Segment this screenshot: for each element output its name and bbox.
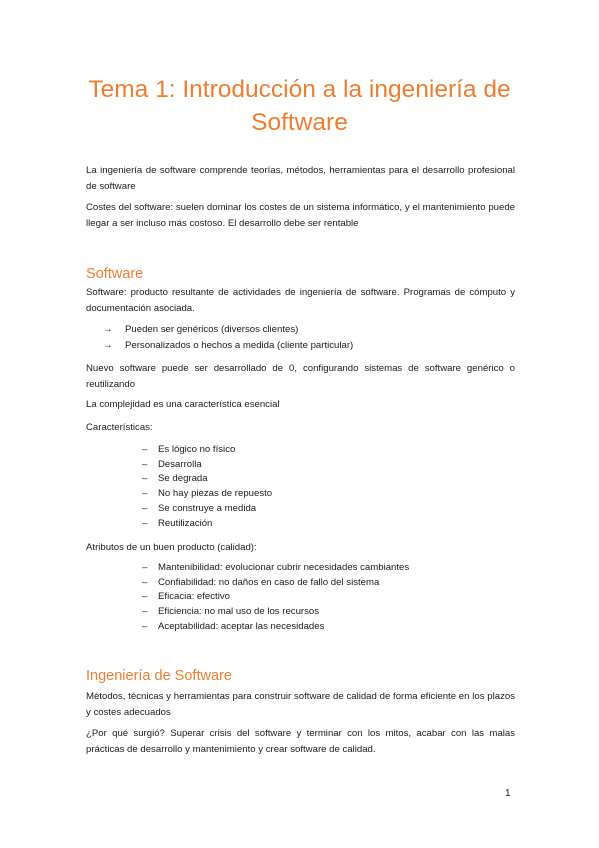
dash-bullet-icon: – [142,576,148,588]
list-item-text: Eficacia: efectivo [158,591,230,603]
page-number: 1 [505,788,511,799]
list-item-text: Se construye a medida [158,502,257,514]
list-item-text: Confiabilidad: no daños en caso de fallo del sistema [158,576,380,588]
list-item-text: Se degrada [158,473,208,485]
attributes-label: Atributos de un buen producto (calidad): [86,542,257,553]
arrow-bullet-icon: → [103,340,113,351]
new-software-paragraph: Nuevo software puede ser desarrollado de 0, configurando sistemas de software genérico o reutilizando [86,363,515,390]
intro-paragraph-1: La ingeniería de software comprende teorías, métodos, herramientas para el desarrollo profesional de software [86,165,515,192]
dash-bullet-icon: – [142,502,148,514]
section-heading-software: Software [86,266,144,282]
intro-paragraph-2: Costes del software: suelen dominar los costes de un sistema informático, y el mantenimiento puede llegar a ser incluso más costoso. El desarrollo debe ser rentable [86,202,515,229]
list-item-text: Pueden ser genéricos (diversos clientes) [125,324,299,335]
dash-bullet-icon: – [142,444,148,455]
dash-bullet-icon: – [142,488,148,500]
list-item-text: Es lógico no físico [158,444,236,455]
list-item [142,472,272,487]
dash-bullet-icon: – [142,620,148,632]
characteristics-label: Características: [86,422,153,433]
list-item [142,605,409,620]
dash-bullet-icon: – [142,458,148,470]
list-item [142,517,272,532]
dash-bullet-icon: – [142,562,148,573]
dash-bullet-icon: – [142,473,148,485]
list-item-text: Reutilización [158,517,213,529]
software-definition: Software: producto resultante de actividades de ingeniería de software. Programas de cómputo y documentación asociada. [86,287,515,314]
list-item-text: Aceptabilidad: aceptar las necesidades [158,620,325,632]
section-heading-engineering: Ingeniería de Software [86,668,232,684]
engineering-paragraph-2: ¿Por qué surgió? Superar crisis del software y terminar con los mitos, acabar con las malas prácticas de desarrollo y mantenimiento y crear software de calidad. [86,728,515,755]
software-types-list [103,322,353,354]
list-item-text: Personalizados o hechos a medida (cliente particular) [125,340,354,351]
characteristics-list [142,443,272,531]
list-item [142,561,409,576]
dash-bullet-icon: – [142,606,148,618]
complexity-paragraph: La complejidad es una característica esencial [86,399,280,410]
list-item [142,620,409,635]
list-item-text: Desarrolla [158,458,202,470]
dash-bullet-icon: – [142,517,148,529]
list-item [142,576,409,591]
dash-bullet-icon: – [142,591,148,603]
list-item [103,322,353,338]
list-item-text: No hay piezas de repuesto [158,488,273,500]
list-item-text: Eficiencia: no mal uso de los recursos [158,606,320,618]
engineering-paragraph-1: Métodos, técnicas y herramientas para construir software de calidad de forma eficiente en los plazos y costes adecuados [86,691,515,718]
list-item [142,590,409,605]
list-item [142,502,272,517]
list-item [103,338,353,354]
document-title: Tema 1: Introducción a la ingeniería de Software [88,76,511,136]
list-item-text: Mantenibilidad: evolucionar cubrir necesidades cambiantes [158,562,410,573]
attributes-list [142,561,409,635]
list-item [142,487,272,502]
list-item [142,443,272,458]
arrow-bullet-icon: → [103,324,113,335]
list-item [142,458,272,473]
